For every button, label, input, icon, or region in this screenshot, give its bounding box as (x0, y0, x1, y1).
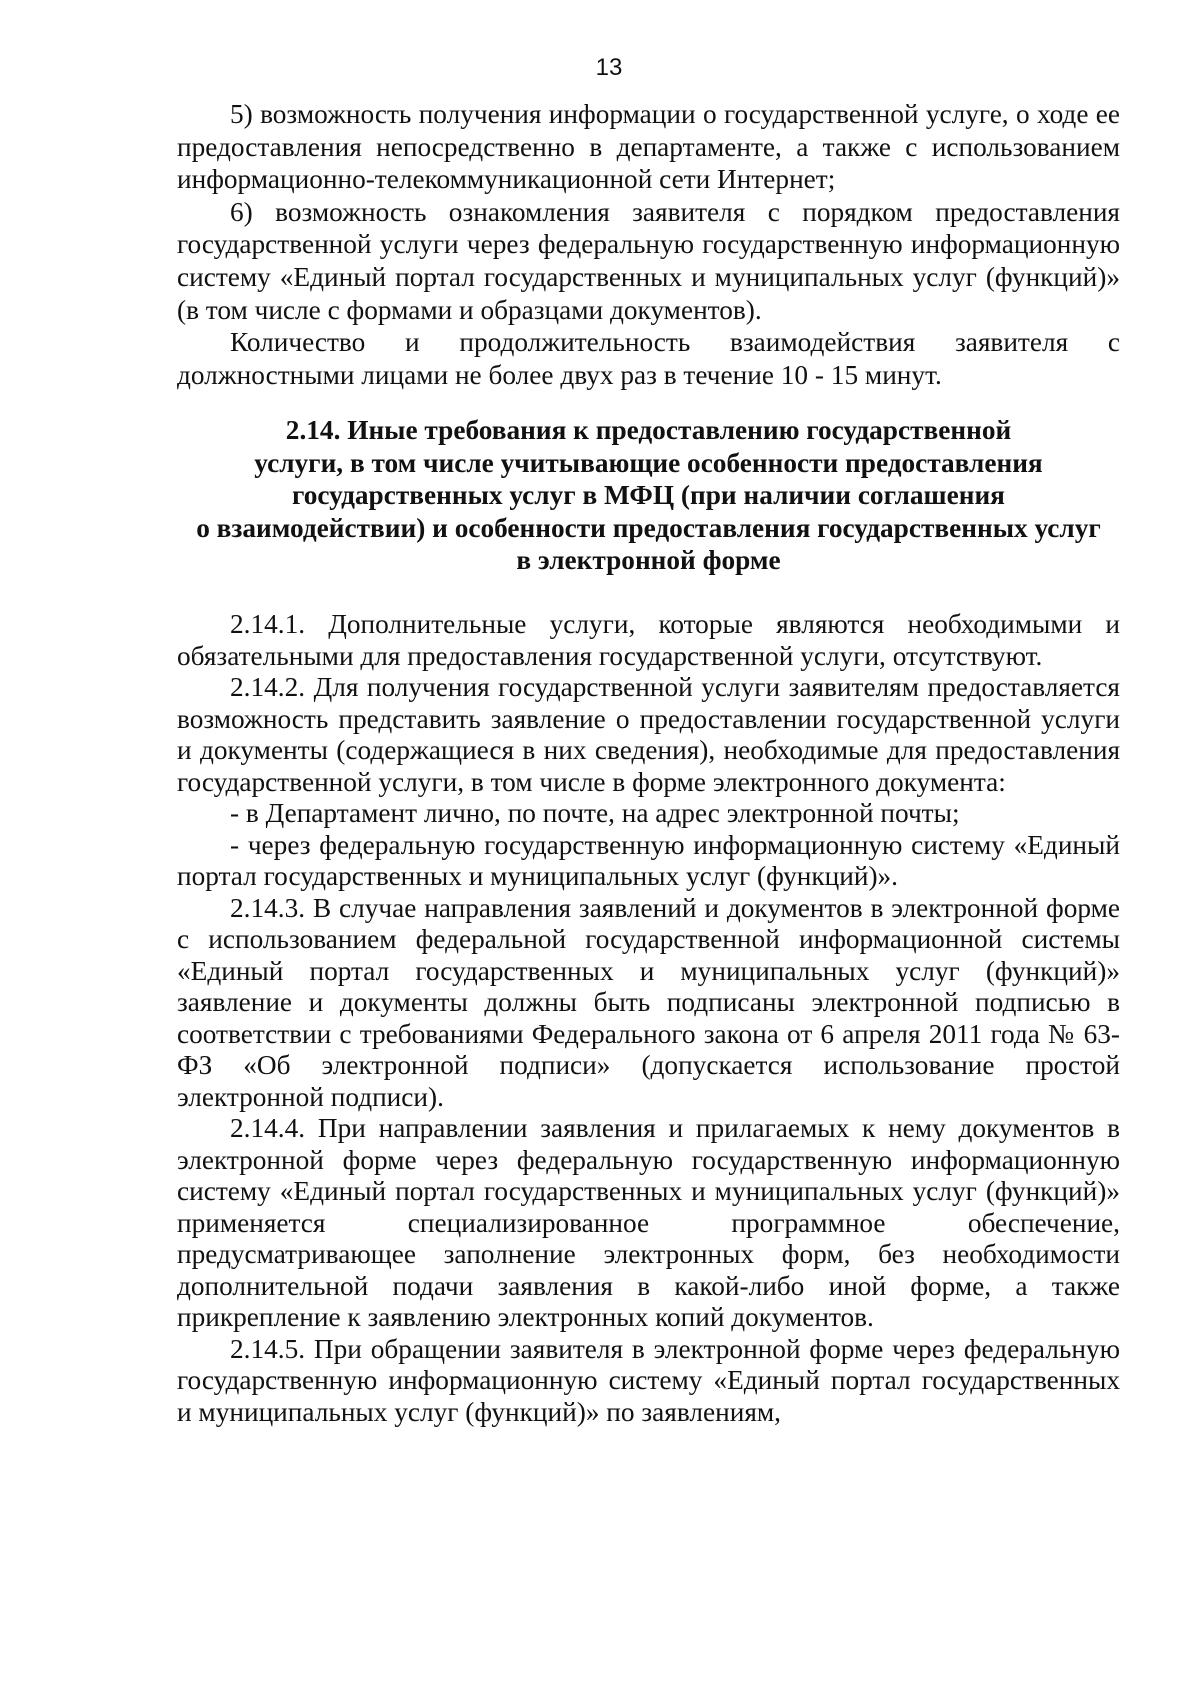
section-heading-line: в электронной форме (516, 544, 781, 575)
paragraph-2-14-2: 2.14.2. Для получения государственной услуги заявителям предоставляется возможность представить заявление о предоставлении государственной услуги и документы (содержащиеся в них сведения), необходимые для предоставления государственной услуги, в том числе в форме электронного документа: (177, 672, 1120, 797)
section-heading-line: 2.14. Иные требования к предоставлению государственной (285, 415, 1012, 446)
paragraph-2-14-1: 2.14.1. Дополнительные услуги, которые являются необходимыми и обязательными для предоставления государственной услуги, отсутствуют. (177, 609, 1120, 671)
section-heading-line: услуги, в том числе учитывающие особенности предоставления (254, 447, 1043, 478)
paragraph-item-5: 5) возможность получения информации о государственной услуге, о ходе ее предоставления непосредственно в департаменте, а также с использованием информационно-телекоммуникационной сети Интернет; (177, 99, 1120, 195)
section-heading-2-14 (177, 414, 1120, 576)
page-number: 13 (595, 54, 623, 81)
list-item-portal: - через федеральную государственную информационную систему «Единый портал государственных и муниципальных услуг (функций)». (177, 829, 1120, 892)
paragraph-2-14-5: 2.14.5. При обращении заявителя в электронной форме через федеральную государственную информационную систему «Единый портал государственных и муниципальных услуг (функций)» по заявлениям, (177, 1333, 1120, 1427)
paragraph-interaction-count: Количество и продолжительность взаимодействия заявителя с должностными лицами не более двух раз в течение 10 - 15 минут. (177, 327, 1120, 390)
section-heading-line: государственных услуг в МФЦ (при наличии соглашения (292, 480, 1005, 511)
paragraph-2-14-3: 2.14.3. В случае направления заявлений и документов в электронной форме с использованием федеральной государственной информационной системы «Единый портал государственных и муниципальных услуг (функций)» заявление и документы должны быть подписаны электронной подписью в соответствии с требованиями Федерального закона от 6 апреля 2011 года № 63-ФЗ «Об электронной подписи» (допускается использование простой электронной подписи). (177, 892, 1120, 1112)
list-item-department: - в Департамент лично, по почте, на адрес электронной почты; (230, 798, 960, 829)
paragraph-item-6: 6) возможность ознакомления заявителя с порядком предоставления государственной услуги через федеральную государственную информационную систему «Единый портал государственных и муниципальных услуг (функций)» (в том числе с формами и образцами документов). (177, 196, 1120, 325)
paragraph-2-14-4: 2.14.4. При направлении заявления и прилагаемых к нему документов в электронной форме через федеральную государственную информационную систему «Единый портал государственных и муниципальных услуг (функций)» применяется специализированное программное обеспечение, предусматривающее заполнение электронных форм, без необходимости дополнительной подачи заявления в какой-либо иной форме, а также прикрепление к заявлению электронных копий документов. (177, 1113, 1120, 1333)
section-heading-line: о взаимодействии) и особенности предоставления государственных услуг (196, 512, 1101, 543)
document-body (177, 98, 1120, 1428)
